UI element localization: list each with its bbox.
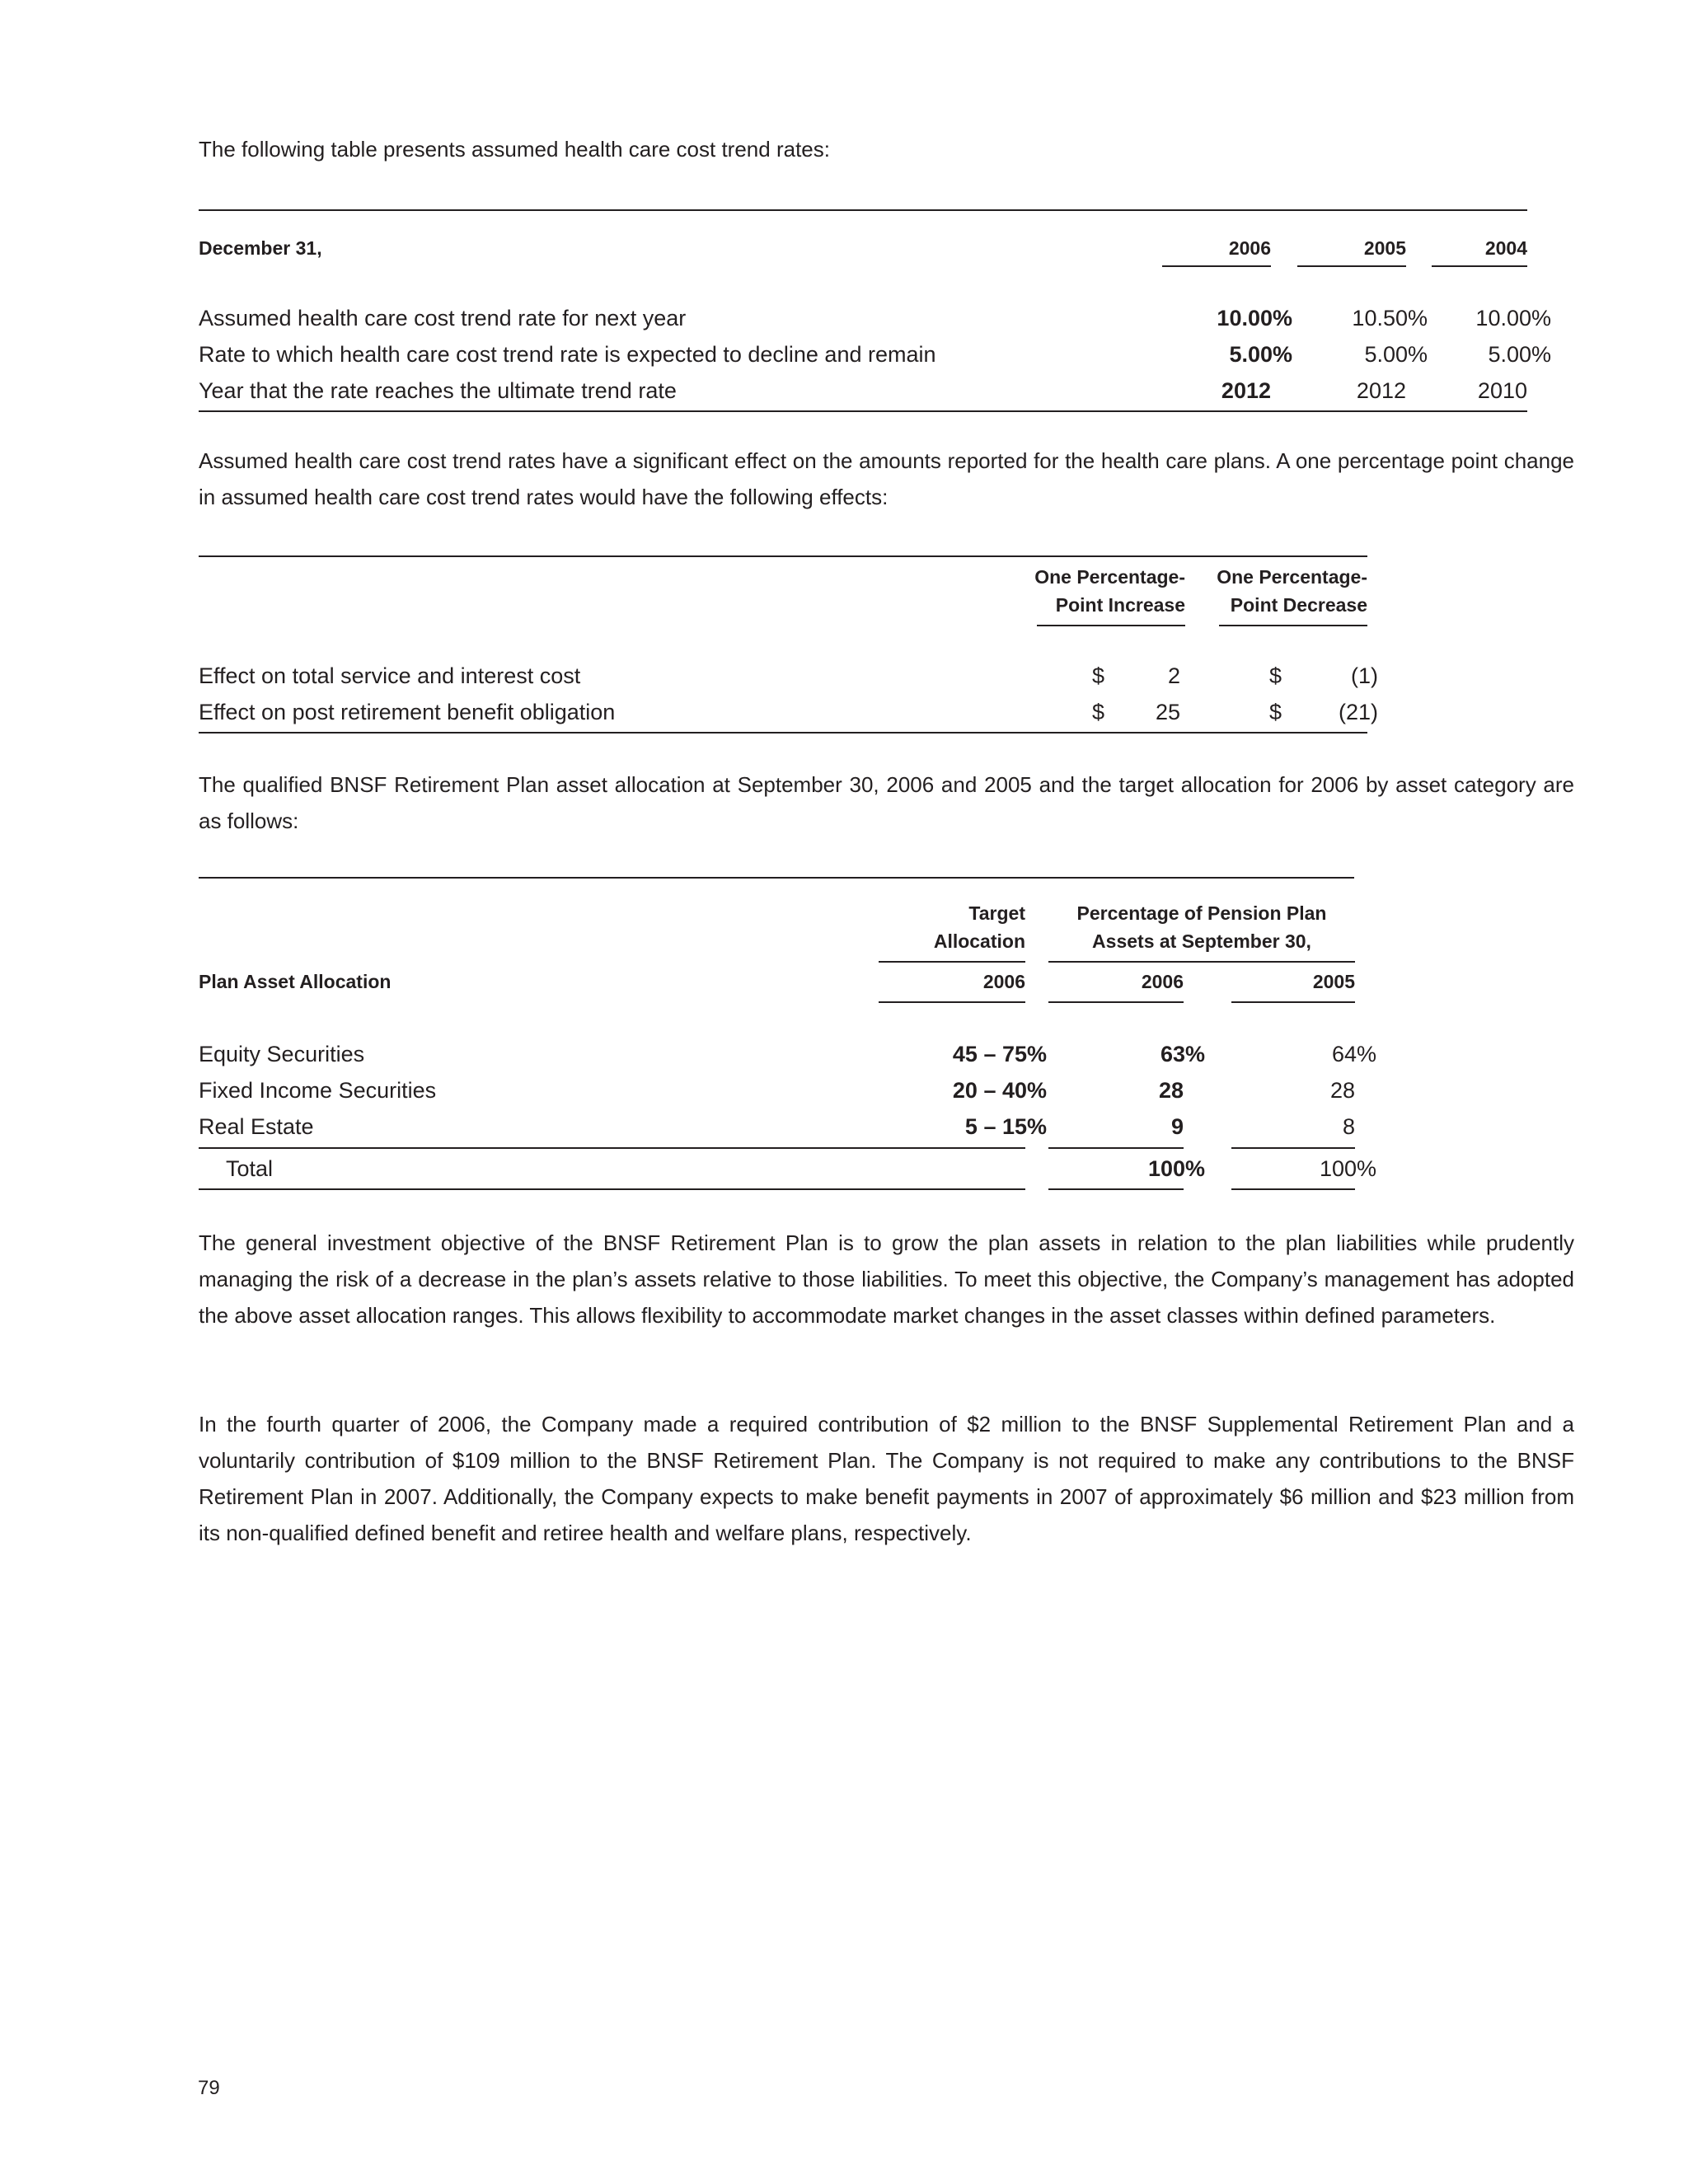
- total-rule: [199, 1188, 1025, 1190]
- header-underline: [879, 1001, 1025, 1003]
- total-rule: [1231, 1188, 1355, 1190]
- value-2006: 9: [1170, 1114, 1184, 1139]
- increase-header-line2: Point Increase: [1055, 594, 1185, 616]
- decrease-header-line2: Point Decrease: [1230, 594, 1367, 616]
- currency-symbol: $: [1269, 663, 1282, 688]
- value-2005: 64%: [1331, 1042, 1376, 1066]
- year-header-2005: 2005: [1312, 971, 1355, 992]
- decrease-value: (1): [1351, 663, 1378, 688]
- paragraph-investment-objective: The general investment objective of the BNSF Retirement Plan is to grow the plan assets in relation to the plan liabilities while prudently managing the risk of a decrease in the plan’s assets relative to those liabilities. To meet this objective, the Company’s management has adopted the above asset allocation ranges. This allows flexibility to accommodate market changes in the asset classes within defined parameters.: [199, 1230, 1574, 1328]
- value-2005: 10.50%: [1352, 306, 1428, 330]
- header-underline: [1432, 265, 1527, 267]
- table-row-label: Effect on total service and interest cost: [199, 663, 581, 688]
- paragraph-contributions: In the fourth quarter of 2006, the Company made a required contribution of $2 million to the BNSF Supplemental Retirement Plan and a voluntarily contribution of $109 million to the BNSF Retirement Plan. The Company is not required to make any contributions to the BNSF Retirement Plan in 2007. Additionally, the Company expects to make benefit payments in 2007 of approximately $6 million and $23 million from its non-qualified defined benefit and retiree health and welfare plans, respectively.: [199, 1412, 1574, 1545]
- currency-symbol: $: [1092, 663, 1105, 688]
- target-value: 5 – 15%: [964, 1114, 1047, 1139]
- table-top-rule: [199, 209, 1527, 211]
- table-row-label: Effect on post retirement benefit obligation: [199, 700, 616, 724]
- increase-value: 2: [1167, 663, 1180, 688]
- target-value: 45 – 75%: [952, 1042, 1047, 1066]
- value-2006: 5.00%: [1229, 342, 1292, 367]
- subtotal-rule: [1231, 1147, 1355, 1149]
- decrease-value: (21): [1338, 700, 1378, 724]
- value-2006: 10.00%: [1217, 306, 1292, 330]
- currency-symbol: $: [1092, 700, 1105, 724]
- intro-text: The following table presents assumed health care cost trend rates:: [199, 137, 830, 162]
- pct-header-line2: Assets at September 30,: [1092, 930, 1311, 952]
- subtotal-rule: [199, 1147, 1025, 1149]
- header-underline: [1219, 625, 1367, 626]
- total-rule: [1048, 1188, 1184, 1190]
- value-2005: 2012: [1356, 378, 1406, 403]
- trend-table-header: December 31,: [199, 237, 322, 259]
- header-underline: [879, 961, 1025, 963]
- year-header-2004: 2004: [1484, 237, 1527, 259]
- table-top-rule: [199, 555, 1367, 557]
- target-header-line1: Target: [968, 902, 1025, 924]
- table-row-label: Real Estate: [199, 1114, 314, 1139]
- value-2005: 5.00%: [1364, 342, 1428, 367]
- increase-value: 25: [1155, 700, 1180, 724]
- value-2004: 5.00%: [1488, 342, 1551, 367]
- header-underline: [1048, 961, 1355, 963]
- table-row-label: Rate to which health care cost trend rate is expected to decline and remain: [199, 342, 936, 367]
- table-top-rule: [199, 877, 1354, 879]
- paragraph-trend-effect: Assumed health care cost trend rates have a significant effect on the amounts reported for the health care plans. A one percentage point change in assumed health care cost trend rates would have the following effects:: [199, 448, 1574, 509]
- year-header-2005: 2005: [1363, 237, 1406, 259]
- table-bottom-rule: [199, 732, 1367, 733]
- value-2005: 8: [1342, 1114, 1355, 1139]
- header-underline: [1037, 625, 1185, 626]
- value-2004: 2010: [1477, 378, 1527, 403]
- value-2006: 28: [1158, 1078, 1184, 1103]
- subtotal-rule: [1048, 1147, 1184, 1149]
- currency-symbol: $: [1269, 700, 1282, 724]
- header-underline: [1162, 265, 1271, 267]
- table-bottom-rule: [199, 410, 1527, 412]
- header-underline: [1297, 265, 1406, 267]
- value-2006: 63%: [1160, 1042, 1205, 1066]
- target-value: 20 – 40%: [952, 1078, 1047, 1103]
- pct-header-line1: Percentage of Pension Plan: [1076, 902, 1327, 924]
- target-header-line2: Allocation: [933, 930, 1025, 952]
- year-header-target: 2006: [982, 971, 1025, 992]
- value-2005: 28: [1329, 1078, 1355, 1103]
- paragraph-allocation-intro: The qualified BNSF Retirement Plan asset allocation at September 30, 2006 and 2005 and the target allocation for 2006 by asset category are as follows:: [199, 772, 1574, 833]
- total-label: Total: [226, 1156, 274, 1181]
- header-underline: [1048, 1001, 1184, 1003]
- value-2006: 2012: [1221, 378, 1271, 403]
- table-row-label: Assumed health care cost trend rate for next year: [199, 306, 687, 330]
- total-2005: 100%: [1319, 1156, 1376, 1181]
- decrease-header-line1: One Percentage-: [1217, 566, 1367, 588]
- total-2006: 100%: [1147, 1156, 1205, 1181]
- increase-header-line1: One Percentage-: [1034, 566, 1185, 588]
- value-2004: 10.00%: [1475, 306, 1551, 330]
- header-underline: [1231, 1001, 1355, 1003]
- year-header-2006: 2006: [1228, 237, 1271, 259]
- plan-asset-allocation-header: Plan Asset Allocation: [199, 971, 392, 992]
- table-row-label: Fixed Income Securities: [199, 1078, 437, 1103]
- year-header-2006: 2006: [1141, 971, 1184, 992]
- page-number: 79: [198, 2077, 220, 2099]
- table-row-label: Equity Securities: [199, 1042, 365, 1066]
- table-row-label: Year that the rate reaches the ultimate trend rate: [199, 378, 677, 403]
